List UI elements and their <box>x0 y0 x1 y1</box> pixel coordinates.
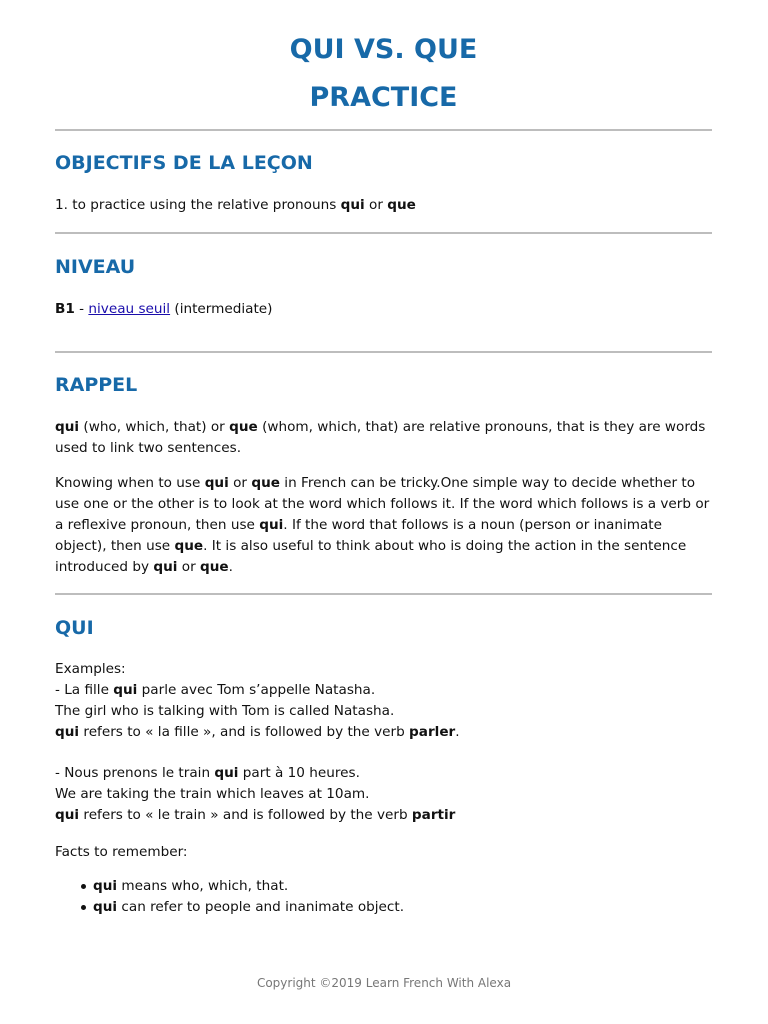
example-1-note: qui refers to « la fille », and is followed by the verb parler. <box>55 724 460 740</box>
examples-block-2 <box>55 763 712 826</box>
divider <box>55 129 712 131</box>
example-2-english: We are taking the train which leaves at 10am. <box>55 786 370 802</box>
divider <box>55 351 712 353</box>
level-code: B1 <box>55 301 75 317</box>
facts-label: Facts to remember: <box>55 844 188 860</box>
list-item: qui can refer to people and inanimate object. <box>55 897 404 918</box>
examples-label: Examples: <box>55 661 126 677</box>
example-2-note: qui refers to « le train » and is followed by the verb partir <box>55 807 456 823</box>
section-heading-rappel: RAPPEL <box>55 374 138 396</box>
examples-block-1 <box>55 659 712 743</box>
copyright-footer: Copyright ©2019 Learn French With Alexa <box>256 976 512 990</box>
niveau-seuil-link[interactable]: niveau seuil <box>88 301 171 317</box>
section-heading-objectifs: OBJECTIFS DE LA LEÇON <box>55 152 313 174</box>
section-heading-niveau: NIVEAU <box>55 256 136 278</box>
list-item: qui means who, which, that. <box>55 876 404 897</box>
document-title-line-2: PRACTICE <box>309 82 458 113</box>
divider <box>55 232 712 234</box>
rappel-paragraph-1: qui (who, which, that) or que (whom, which, that) are relative pronouns, that is they are words used to link two sentences. <box>55 419 706 456</box>
example-1-english: The girl who is talking with Tom is called Natasha. <box>55 703 395 719</box>
example-1-french: - La fille qui parle avec Tom s’appelle Natasha. <box>55 682 376 698</box>
level-text: B1 - niveau seuil (intermediate) <box>55 301 273 317</box>
section-heading-qui: QUI <box>55 617 94 639</box>
document-title-line-1: QUI VS. QUE <box>289 34 478 65</box>
facts-list <box>55 876 404 918</box>
objective-item: 1. to practice using the relative pronouns qui or que <box>55 197 416 213</box>
rappel-paragraph-2: Knowing when to use qui or que in French can be tricky.One simple way to decide whether to use one or the other is to look at the word which follows it. If the word which follows is a verb or a reflexive pronoun, then use qui. If the word that follows is a noun (person or inanimate object), then use que. It is also useful to think about who is doing the action in the sentence introduced by qui or que. <box>55 475 710 575</box>
example-2-french: - Nous prenons le train qui part à 10 heures. <box>55 765 360 781</box>
divider <box>55 593 712 595</box>
